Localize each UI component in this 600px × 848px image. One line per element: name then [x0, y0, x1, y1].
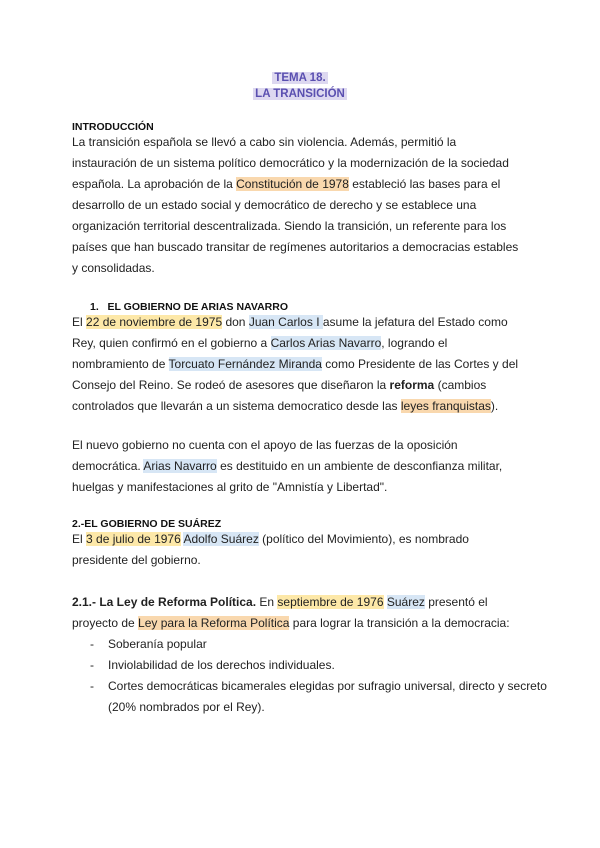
intro-line: instauración de un sistema político democrático y la modernización de la sociedad — [72, 156, 509, 170]
title-line-2: LA TRANSICIÓN — [255, 88, 345, 100]
intro-line — [72, 174, 542, 195]
text: , logrando el — [381, 336, 448, 350]
text: española. La aprobación de la — [72, 177, 237, 191]
text: proyecto de — [72, 616, 139, 630]
bold-term: reforma — [389, 378, 435, 392]
para-line — [72, 312, 542, 333]
highlight-date: septiembre de 1976 — [277, 595, 384, 609]
highlight-person: Carlos Arias Navarro — [270, 336, 382, 350]
para-line — [72, 529, 542, 550]
highlight-date: 3 de julio de 1976 — [86, 532, 181, 546]
dash-bullet: - — [90, 679, 94, 693]
para-line — [72, 375, 542, 396]
section-2-paragraph — [72, 529, 542, 571]
para-line: huelgas y manifestaciones al grito de "Amnistía y Libertad". — [72, 480, 388, 494]
text: ). — [490, 399, 499, 413]
para-line: presidente del gobierno. — [72, 553, 201, 567]
intro-line: desarrollo de un estado social y democrático de derecho y se establece una — [72, 198, 477, 212]
highlight-person: Adolfo Suárez — [183, 532, 259, 546]
para-line — [72, 592, 542, 613]
text: para lograr la transición a la democracia: — [289, 616, 510, 630]
dash-bullet: - — [90, 658, 94, 672]
intro-line: organización territorial descentralizada. Siendo la transición, un referente para los — [72, 219, 507, 233]
text: es destituido en un ambiente de desconfianza militar, — [216, 459, 503, 473]
section-title: EL GOBIERNO DE ARIAS NAVARRO — [107, 301, 288, 313]
highlight-ley: Ley para la Reforma Política — [138, 616, 290, 630]
intro-heading: INTRODUCCIÓN — [72, 121, 154, 133]
text: don — [222, 315, 249, 329]
text: El — [72, 315, 87, 329]
section-1-paragraph-2 — [72, 435, 542, 498]
highlight-leyes: leyes franquistas — [400, 399, 491, 413]
list-item-text: Inviolabilidad de los derechos individuales. — [108, 658, 335, 672]
dash-bullet: - — [90, 637, 94, 651]
doc-title — [0, 72, 600, 84]
list-item-text: Cortes democráticas bicamerales elegidas por sufragio universal, directo y secreto (20% nombrados por el Rey). — [108, 679, 547, 714]
highlight-date: 22 de noviembre de 1975 — [86, 315, 223, 329]
text: asume la jefatura del Estado como — [322, 315, 508, 329]
para-line — [72, 354, 542, 375]
title-line-1: TEMA 18. — [274, 72, 326, 84]
list-item-text: Soberanía popular — [108, 637, 207, 651]
text: controlados que llevarán a un sistema democratico desde las — [72, 399, 401, 413]
section-2-1-heading: 2.1.- La Ley de Reforma Política. — [72, 595, 257, 609]
para-line — [72, 396, 542, 417]
text: (cambios — [434, 378, 487, 392]
intro-line: y consolidadas. — [72, 261, 155, 275]
section-2-heading: 2.-EL GOBIERNO DE SUÁREZ — [72, 518, 222, 530]
highlight-constitucion: Constitución de 1978 — [236, 177, 349, 191]
text: El — [72, 532, 87, 546]
highlight-person: Arias Navarro — [143, 459, 217, 473]
text: nombramiento de — [72, 357, 169, 371]
list-item — [90, 676, 550, 718]
text: como Presidente de las Cortes y del — [321, 357, 519, 371]
text: Consejo del Reino. Se rodeó de asesores que diseñaron la — [72, 378, 390, 392]
bullet-list — [90, 634, 550, 718]
section-number: 1. — [90, 301, 99, 313]
intro-line: La transición española se llevó a cabo sin violencia. Además, permitió la — [72, 135, 457, 149]
highlight-person: Suárez — [386, 595, 425, 609]
text: En — [256, 595, 278, 609]
section-1-paragraph-1 — [72, 312, 542, 417]
text: (político del Movimiento), es nombrado — [258, 532, 469, 546]
intro-paragraph — [72, 132, 542, 279]
para-line — [72, 333, 542, 354]
highlight-person: Juan Carlos I — [248, 315, 323, 329]
para-line: El nuevo gobierno no cuenta con el apoyo de las fuerzas de la oposición — [72, 438, 458, 452]
para-line — [72, 456, 542, 477]
text: Rey, quien confirmó en el gobierno a — [72, 336, 271, 350]
text: presentó el — [424, 595, 488, 609]
para-line — [72, 613, 542, 634]
list-item — [90, 655, 550, 676]
section-2-1-paragraph — [72, 592, 542, 634]
highlight-person: Torcuato Fernández Miranda — [168, 357, 322, 371]
doc-subtitle — [0, 88, 600, 100]
text: estableció las bases para el — [348, 177, 501, 191]
text: democrática. — [72, 459, 144, 473]
list-item — [90, 634, 550, 655]
intro-line: países que han buscado transitar de regímenes autoritarios a democracias estables — [72, 240, 519, 254]
